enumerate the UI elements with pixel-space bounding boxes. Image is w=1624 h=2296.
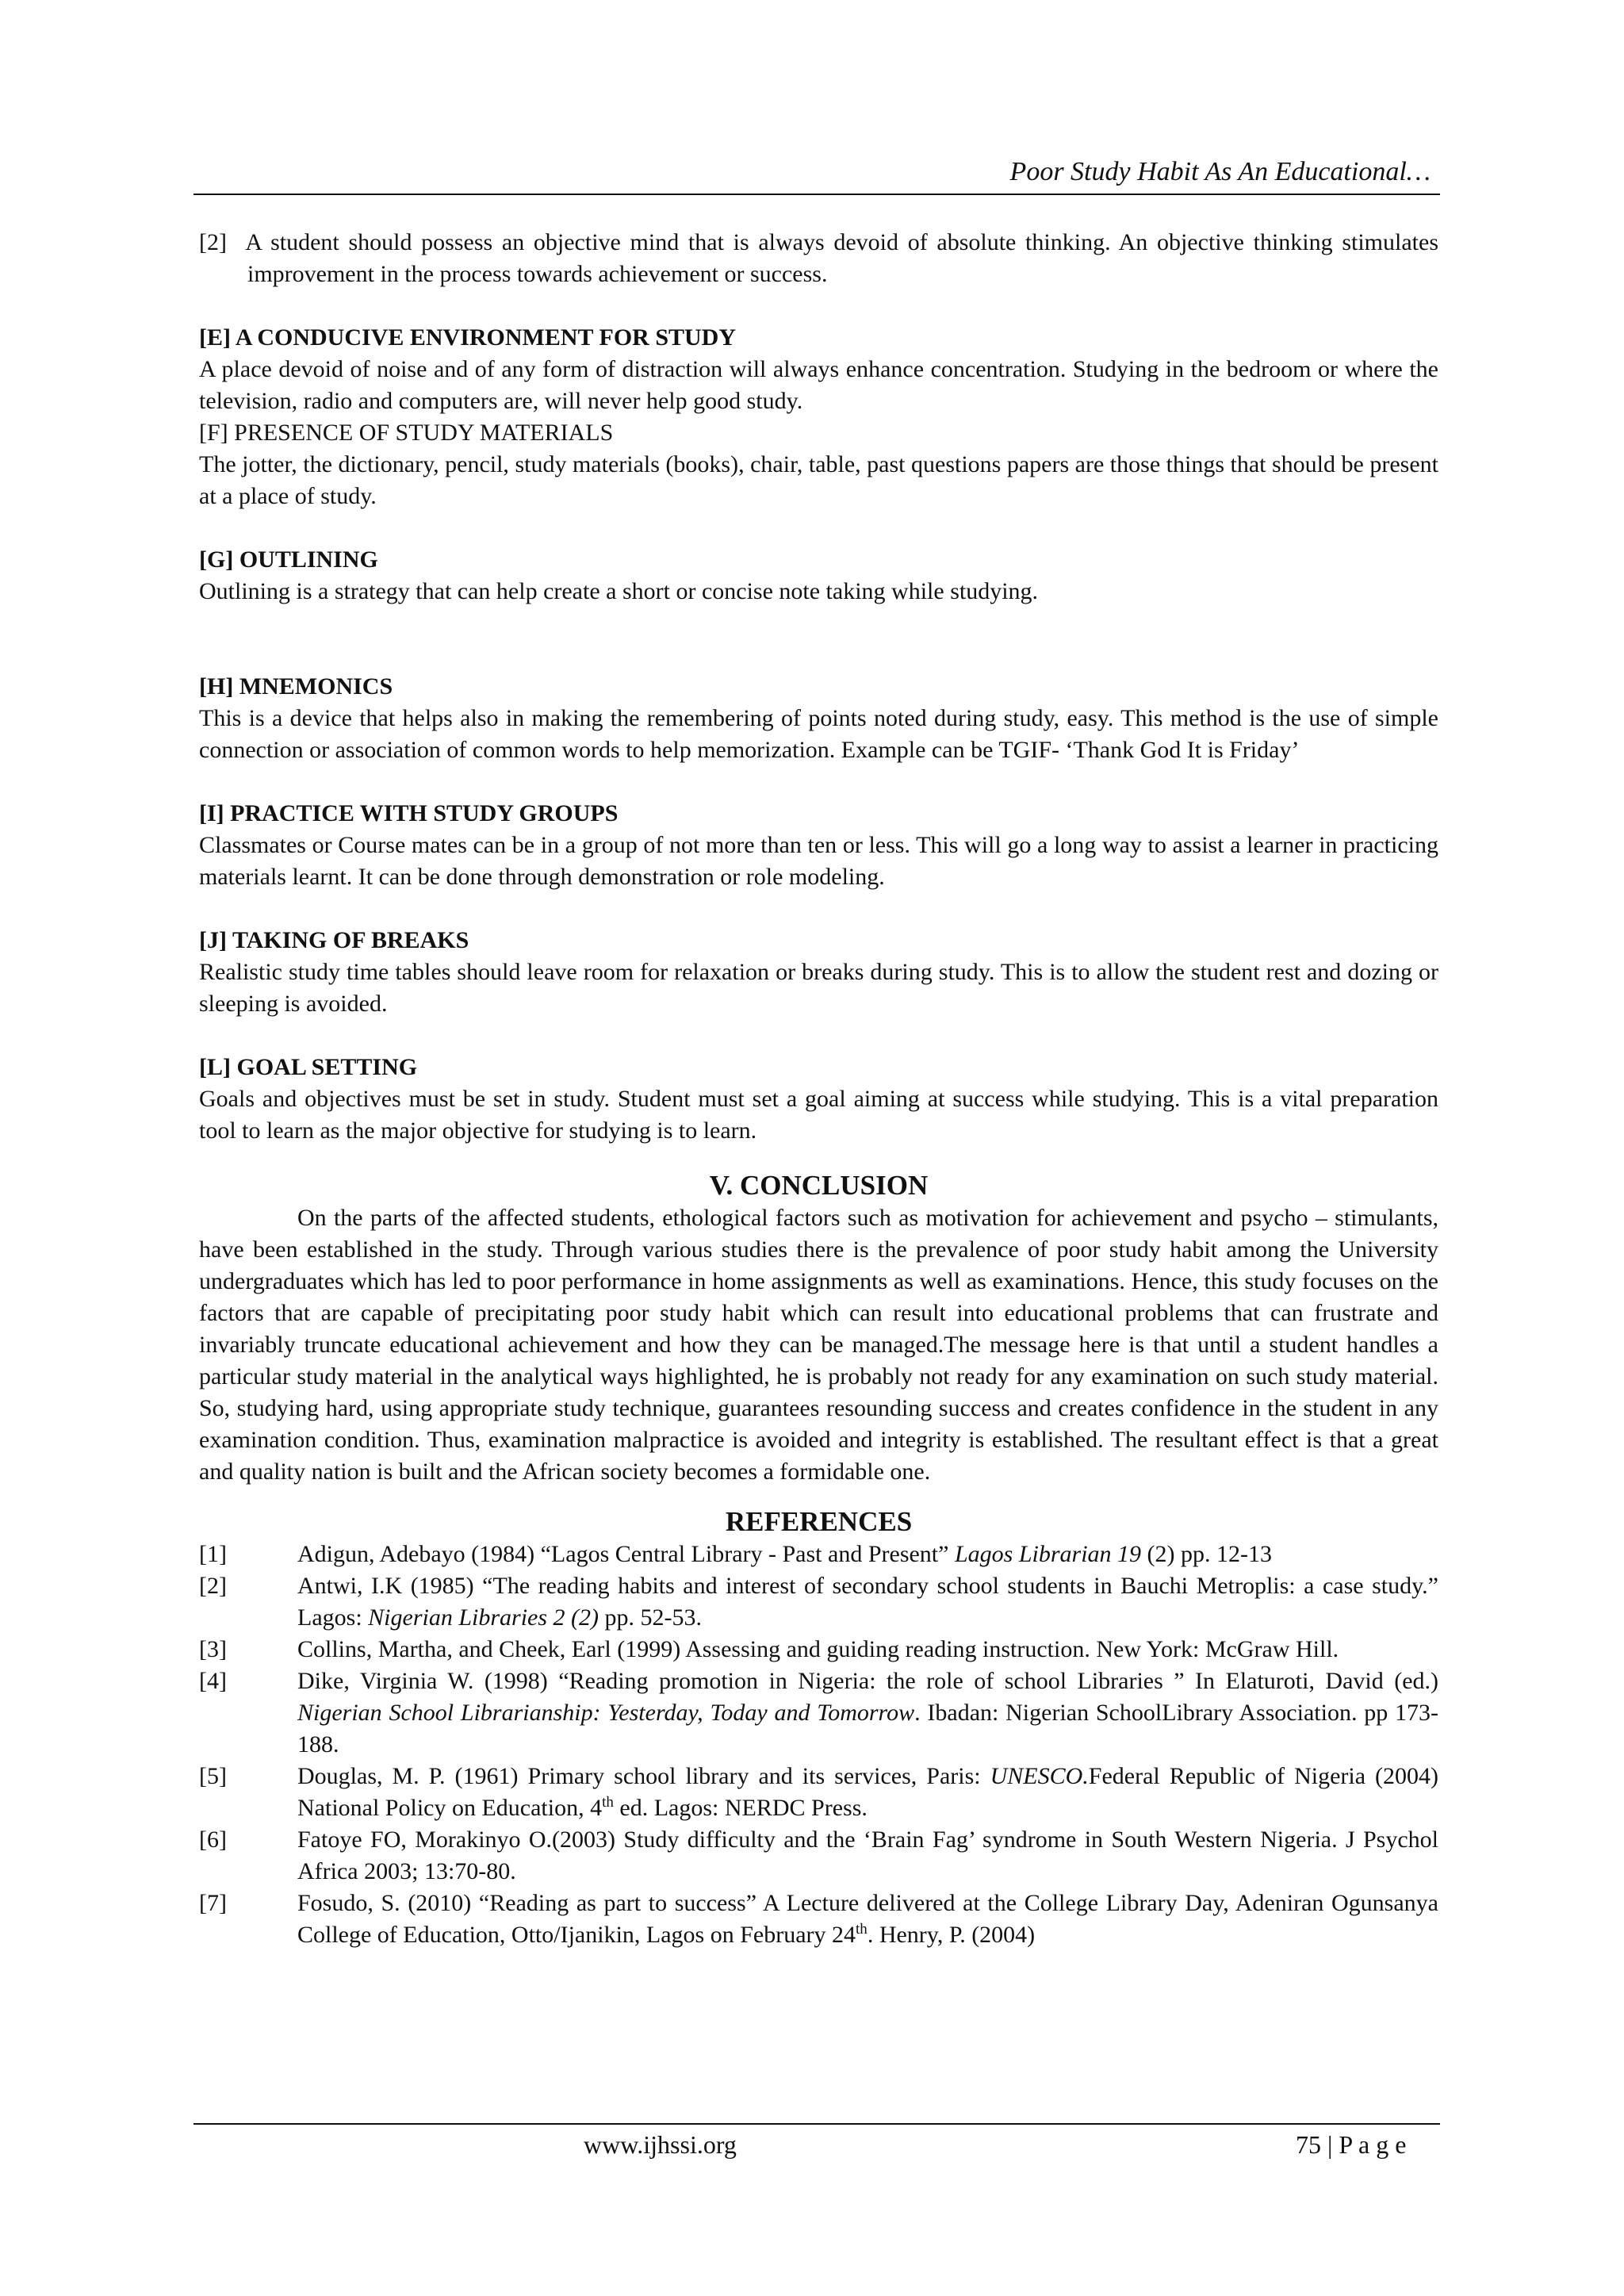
- reference-number: [2]: [199, 1573, 227, 1599]
- section-body-i: Classmates or Course mates can be in a group of not more than ten or less. This will go a long way to assist a learner in practicing materials learnt. It can be done through demonstration or role modeling.: [199, 832, 1438, 890]
- reference-item: [199, 1888, 1438, 1951]
- footer-rule: [193, 2123, 1440, 2125]
- section-heading-i: [I] PRACTICE WITH STUDY GROUPS: [199, 800, 619, 826]
- reference-number: [6]: [199, 1826, 227, 1853]
- section-heading-f: [F] PRESENCE OF STUDY MATERIALS: [199, 420, 614, 446]
- section-heading-g: [G] OUTLINING: [199, 546, 378, 573]
- reference-number: [1]: [199, 1541, 227, 1567]
- reference-item: [199, 1665, 1438, 1761]
- reference-item: [199, 1634, 1438, 1665]
- section-body-e: A place devoid of noise and of any form of distraction will always enhance concentration. Studying in the bedroom or where the television, radio and computers are, will never help good study.: [199, 356, 1438, 414]
- conclusion-title: V. CONCLUSION: [709, 1170, 929, 1201]
- reference-text: Dike, Virginia W. (1998) “Reading promotion in Nigeria: the role of school Libraries ” In Elaturoti, David (ed.) Nigerian School Librarianship: Yesterday, Today and Tomorrow. Ibadan: Nigerian SchoolLibrary Association. pp 173-188.: [297, 1668, 1438, 1757]
- section-body-l: Goals and objectives must be set in study. Student must set a goal aiming at success while studying. This is a vital preparation tool to learn as the major objective for studying is to learn.: [199, 1086, 1438, 1144]
- running-header: Poor Study Habit As An Educational…: [1009, 157, 1431, 186]
- list-item: [199, 227, 1438, 290]
- section-heading-h: [H] MNEMONICS: [199, 673, 393, 700]
- footer-url[interactable]: www.ijhssi.org: [584, 2130, 737, 2159]
- item-text: A student should possess an objective mind that is always devoid of absolute thinking. An objective thinking stimulates improvement in the process towards achievement or success.: [245, 229, 1438, 287]
- reference-item: [199, 1570, 1438, 1634]
- header-rule: [193, 194, 1440, 195]
- conclusion-body: On the parts of the affected students, ethological factors such as motivation for achievement and psycho – stimulants, have been established in the study. Through various studies there is the prevalence of poor study habit among the University undergraduates which has led to poor performance in home assignments as well as examinations. Hence, this study focuses on the factors that are capable of precipitating poor study habit which can result into educational problems that can frustrate and invariably truncate educational achievement and how they can be managed.The message here is that until a student handles a particular study material in the analytical ways highlighted, he is probably not ready for any examination on such study material. So, studying hard, using appropriate study technique, guarantees resounding success and creates confidence in the student in any examination condition. Thus, examination malpractice is avoided and integrity is established. The resultant effect is that a great and quality nation is built and the African society becomes a formidable one.: [199, 1205, 1438, 1485]
- page-content: [199, 227, 1438, 1951]
- reference-text: Antwi, I.K (1985) “The reading habits and interest of secondary school students in Bauchi Metroplis: a case study.” Lagos: Nigerian Libraries 2 (2) pp. 52-53.: [297, 1573, 1438, 1631]
- item-number: [2]: [199, 229, 227, 255]
- reference-number: [3]: [199, 1636, 227, 1662]
- reference-item: [199, 1824, 1438, 1888]
- section-heading-j: [J] TAKING OF BREAKS: [199, 927, 469, 953]
- footer-page-number: 75 | P a g e: [1296, 2130, 1407, 2159]
- section-body-h: This is a device that helps also in making the remembering of points noted during study, easy. This method is the use of simple connection or association of common words to help memorization. Example can be TGIF- ‘Thank God It is Friday’: [199, 705, 1438, 763]
- section-body-f: The jotter, the dictionary, pencil, study materials (books), chair, table, past questions papers are those things that should be present at a place of study.: [199, 451, 1438, 509]
- reference-number: [4]: [199, 1668, 227, 1694]
- reference-text: Fosudo, S. (2010) “Reading as part to success” A Lecture delivered at the College Library Day, Adeniran Ogunsanya College of Education, Otto/Ijanikin, Lagos on February 24th. Henry, P. (2004): [297, 1890, 1438, 1948]
- reference-text: Fatoye FO, Morakinyo O.(2003) Study difficulty and the ‘Brain Fag’ syndrome in South Western Nigeria. J Psychol Africa 2003; 13:70-80.: [297, 1826, 1438, 1884]
- reference-text: Douglas, M. P. (1961) Primary school library and its services, Paris: UNESCO.Federal Republic of Nigeria (2004) National Policy on Education, 4th ed. Lagos: NERDC Press.: [297, 1763, 1439, 1821]
- reference-number: [7]: [199, 1890, 227, 1916]
- section-heading-e: [E] A CONDUCIVE ENVIRONMENT FOR STUDY: [199, 324, 737, 351]
- reference-item: [199, 1539, 1438, 1570]
- section-body-j: Realistic study time tables should leave room for relaxation or breaks during study. This is to allow the student rest and dozing or sleeping is avoided.: [199, 959, 1438, 1017]
- section-heading-l: [L] GOAL SETTING: [199, 1054, 418, 1080]
- reference-item: [199, 1761, 1438, 1824]
- reference-text: Collins, Martha, and Cheek, Earl (1999) Assessing and guiding reading instruction. New York: McGraw Hill.: [297, 1636, 1339, 1662]
- reference-text: Adigun, Adebayo (1984) “Lagos Central Library - Past and Present” Lagos Librarian 19 (2) pp. 12-13: [297, 1541, 1273, 1567]
- reference-number: [5]: [199, 1763, 227, 1789]
- references-title: REFERENCES: [725, 1506, 913, 1537]
- section-body-g: Outlining is a strategy that can help create a short or concise note taking while studying.: [199, 578, 1039, 604]
